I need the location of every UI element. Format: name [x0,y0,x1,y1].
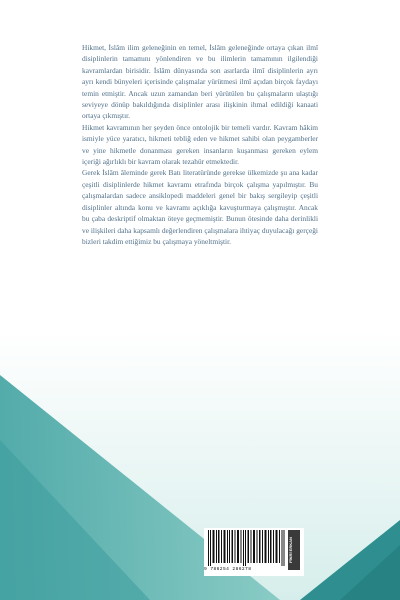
barcode-bars [204,528,290,570]
publisher-logo [288,530,300,570]
isbn-number: 9 786254 286278 [204,567,252,572]
paragraph-2: Hikmet kavramının her şeyden önce ontolojik bir temeli vardır. Kavram hâkim ismiyle yüce yaratıcı, hikmeti tebliğ eden ve hikmet sahibi olan peygamberler ve yine hikmetle donanması gereken insanların kuşanması gereken eylem içeriği ağırlıklı bir kavram olarak tezahür etmektedir. [82,122,318,167]
publisher-logo-text: FİKRİ ERKAN [288,537,293,563]
paragraph-1: Hikmet, İslâm ilim geleneğinin en temel, İslâm geleneğinde ortaya çıkan ilmî disiplinlerin tamamını yönlendiren ve bu ilimlerin tamamının ilgilendiği kavramlardan birisidir. İslâm dünyasında son asırlarda ilmî disiplinlerin ayrı ayrı kendi bünyeleri içerisinde çalışmalar yürütmesi ilmî açıdan birçok faydayı temin etmiştir. Ancak uzun zamandan beri yürütülen bu çalışmaların ulaştığı seviyeye dönüp bakıldığında disiplinler arası ilişkinin ihmal edildiği kanaati ortaya çıkmıştır. [82,43,318,121]
back-cover-text [82,42,318,247]
paragraph-3: Gerek İslâm âleminde gerek Batı literatüründe gerekse ülkemizde şu ana kadar çeşitli disiplinlerde hikmet kavramı etrafında birçok çalışma yapılmıştır. Bu çalışmalardan sadece ansiklopedi maddeleri genel bir bakış sergileyip çeşitli disiplinler altında konu ve kavramı açıklığa kavuşturmaya çalışmıştır. Ancak bu çaba deskriptif olmaktan öteye geçmemiştir. Bunun ötesinde daha derinlikli ve ilişkileri daha kapsamlı değerlendiren çalışmalara ihtiyaç duyulacağı gerçeği bizleri takdim ettiğimiz bu çalışmaya yöneltmiştir. [82,168,318,246]
